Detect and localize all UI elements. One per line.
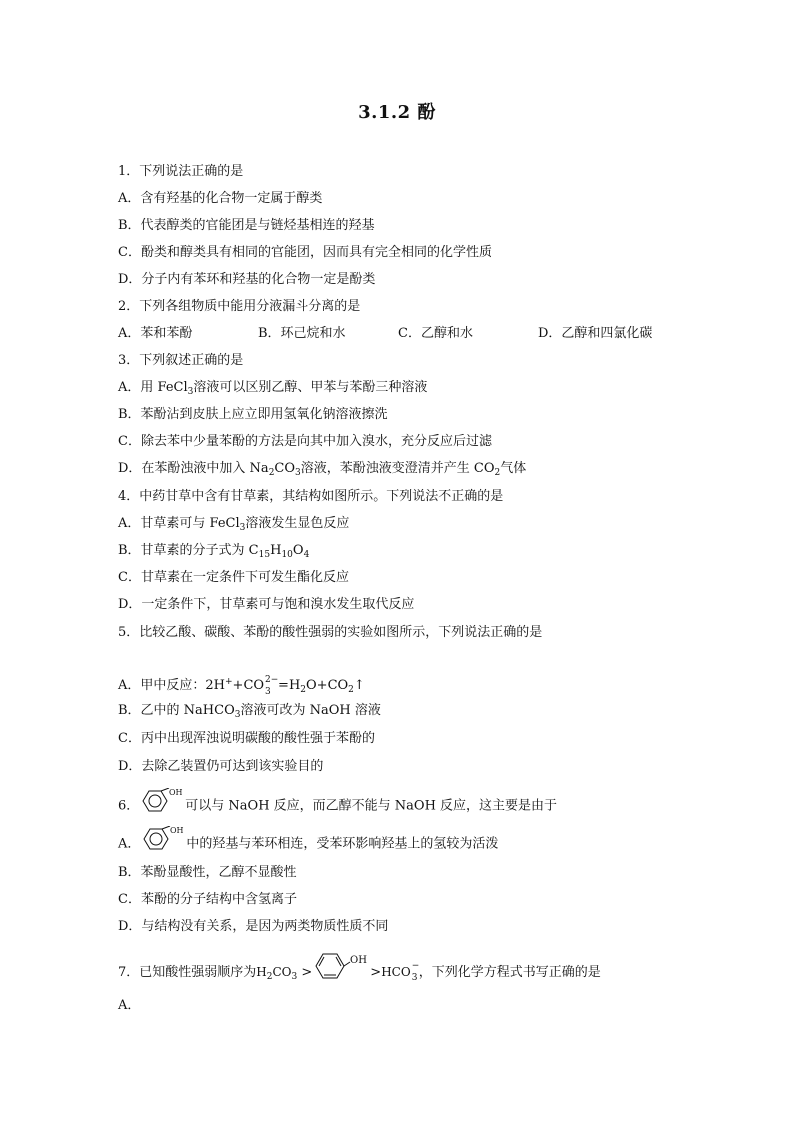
q5-stem: 5．比较乙酸、碳酸、苯酚的酸性强弱的实验如图所示，下列说法正确的是 [118, 625, 543, 640]
q7-option-a: A． [118, 998, 141, 1013]
q4-option-c: C．甘草素在一定条件下可发生酯化反应 [118, 570, 349, 585]
q5-option-a: A．甲中反应：2H++CO 2− 3 $=H_2O+CO_2↑$ [118, 675, 365, 697]
q3-option-c: C．除去苯中少量苯酚的方法是向其中加入溴水，充分反应后过滤 [118, 434, 492, 449]
q1-option-a: A．含有羟基的化合物一定属于醇类 [118, 191, 323, 206]
q6-option-d: D．与结构没有关系，是因为两类物质性质不同 [118, 919, 389, 934]
q1-stem: 1．下列说法正确的是 [118, 164, 244, 179]
q6-stem: 6． OH 可以与 NaOH 反应，而乙醇不能与 NaOH 反应，这主要是由于 [118, 788, 557, 824]
svg-text:OH: OH [169, 788, 183, 797]
q5-option-c: C．丙中出现浑浊说明碳酸的酸性强于苯酚的 [118, 731, 375, 746]
q7-stem: 7．已知酸性强弱顺序为$H_2CO_3$ > OH >HCO − 3 ，下列化学方程式书写正确的是 [118, 950, 601, 995]
q6-option-c: C．苯酚的分子结构中含氢离子 [118, 892, 297, 907]
q3-option-b: B．苯酚沾到皮肤上应立即用氢氧化钠溶液擦洗 [118, 407, 388, 422]
q5-option-d: D．去除乙装置仍可达到该实验目的 [118, 759, 324, 774]
q3-option-d: D．在苯酚浊液中加入 $Na_2CO_3$溶液，苯酚浊液变澄清并产生 $CO_2$气体 [118, 461, 527, 478]
svg-text:OH: OH [350, 955, 368, 966]
phenol-structure-icon [140, 826, 186, 862]
q6-option-b: B．苯酚显酸性，乙醇不显酸性 [118, 865, 297, 880]
phenol-structure-icon [139, 788, 185, 824]
q6-option-a: A． OH 中的羟基与苯环相连，受苯环影响羟基上的氢较为活泼 [118, 826, 498, 862]
q4-option-d: D．一定条件下，甘草素可与饱和溴水发生取代反应 [118, 597, 415, 612]
q4-stem: 4．中药甘草中含有甘草素，其结构如图所示。下列说法不正确的是 [118, 489, 504, 504]
q4-option-a: A．甘草素可与 FeCl$_3$溶液发生显色反应 [118, 516, 350, 533]
q2-stem: 2．下列各组物质中能用分液漏斗分离的是 [118, 299, 361, 314]
q2-option-b: B．环己烷和水 [258, 326, 346, 341]
q2-option-d: D．乙醇和四氯化碳 [538, 326, 653, 341]
page-title: 3.1.2 酚 [358, 102, 436, 123]
q2-option-a: A．苯和苯酚 [118, 326, 193, 341]
q1-option-c: C．酚类和醇类具有相同的官能团，因而具有完全相同的化学性质 [118, 245, 492, 260]
q1-option-d: D．分子内有苯环和羟基的化合物一定是酚类 [118, 272, 376, 287]
q3-option-a: A．用 FeCl$_3$溶液可以区别乙醇、甲苯与苯酚三种溶液 [118, 380, 428, 397]
q1-option-b: B．代表醇类的官能团是与链烃基相连的羟基 [118, 218, 375, 233]
q2-option-c: C．乙醇和水 [398, 326, 473, 341]
q5-option-b: B．乙中的 NaHCO$_3$溶液可改为 NaOH 溶液 [118, 703, 381, 720]
svg-text:OH: OH [170, 826, 184, 835]
phenol-structure-icon [312, 950, 370, 995]
q4-option-b: B．甘草素的分子式为 $C_{15}H_{10}O_4$ [118, 543, 310, 560]
q3-stem: 3．下列叙述正确的是 [118, 353, 244, 368]
